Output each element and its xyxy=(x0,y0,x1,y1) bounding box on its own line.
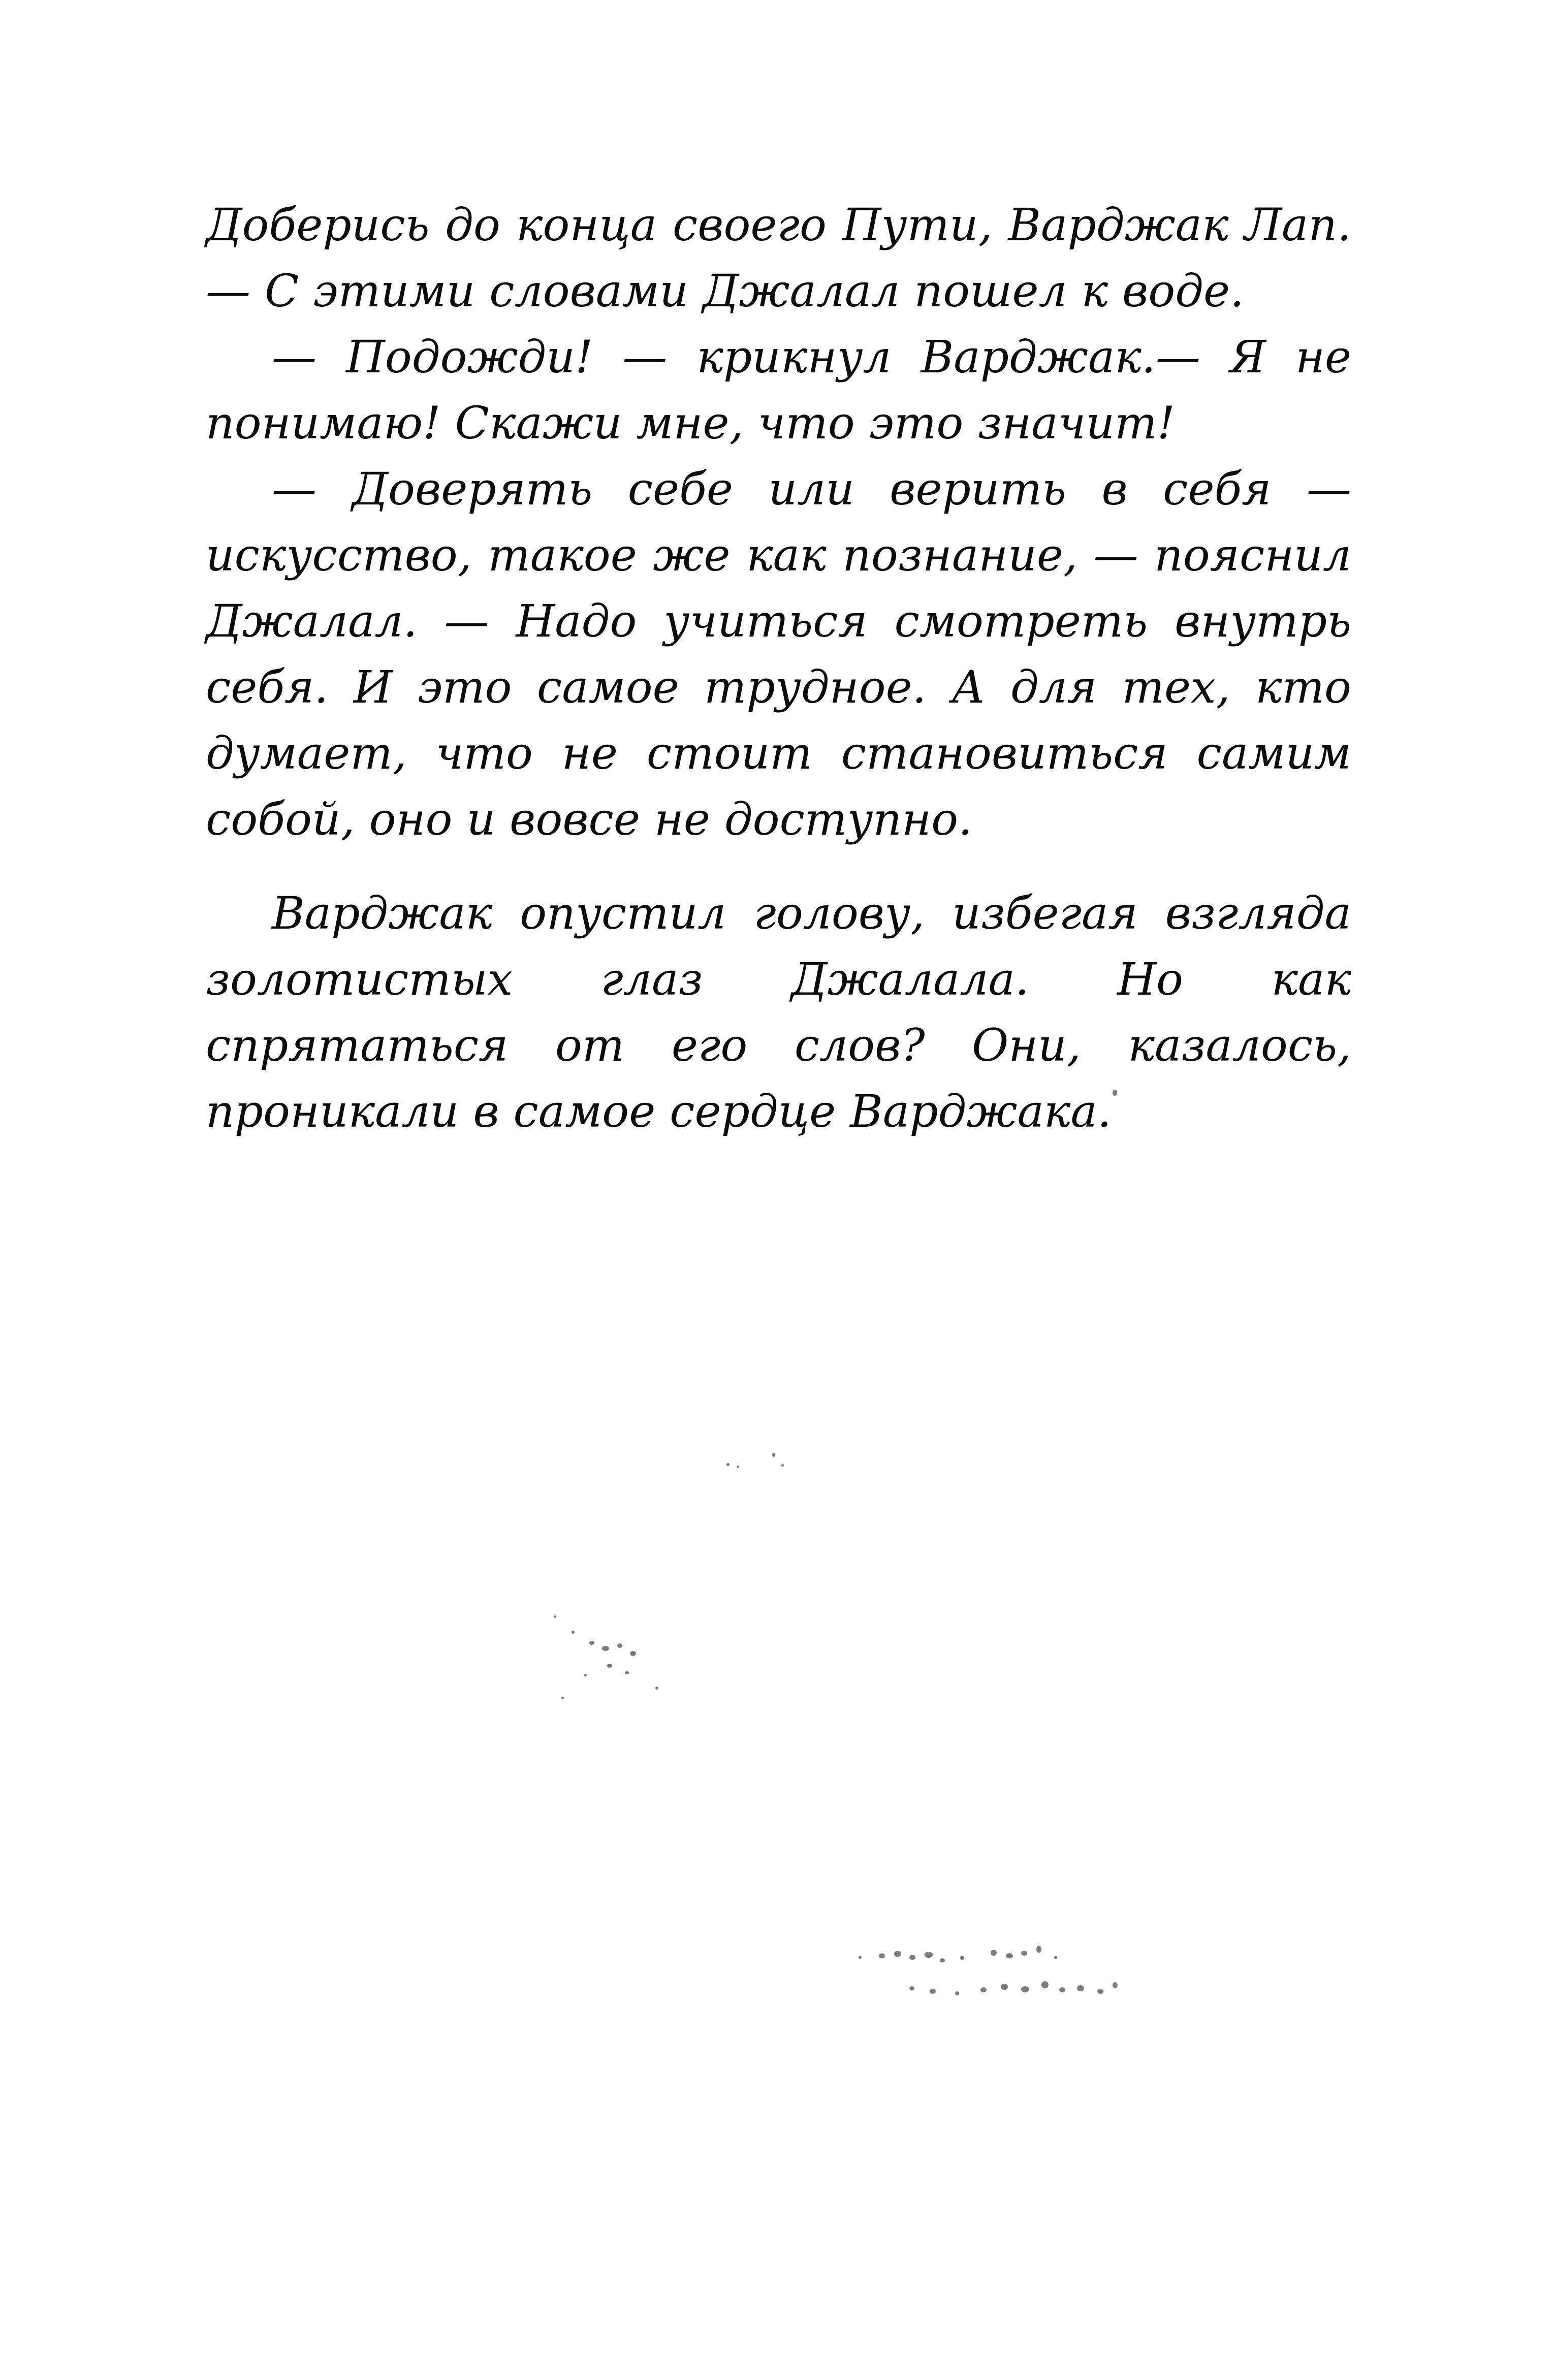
scan-noise-cluster-3 xyxy=(859,1941,1224,2012)
scan-noise-cluster-1 xyxy=(726,1453,792,1473)
paragraph-2: — Подожди! — крикнул Варджак.— Я не понимаю! Скажи мне, что это значит! xyxy=(206,331,1351,449)
paragraph-3: — Доверять себе или верить в себя — искусство, такое же как познание, — пояснил Джалал. — Надо учиться смотреть внутрь себя. И это самое трудное. А для тех, кто думает, что не стоит становиться самим собой, оно и вовсе не доступно. xyxy=(206,463,1351,845)
paragraph-1: Доберись до конца своего Пути, Варджак Лап.— С этими словами Джалал пошел к воде. xyxy=(206,199,1351,317)
page-text xyxy=(206,192,1351,1145)
scan-speck xyxy=(1113,1090,1117,1096)
paragraph-4: Варджак опустил голову, избегая взгляда золотистых глаз Джалала. Но как спрятаться от его слов? Они, казалось, проникали в самое сердце Варджака. xyxy=(206,887,1351,1137)
scan-noise-cluster-2 xyxy=(554,1615,671,1702)
